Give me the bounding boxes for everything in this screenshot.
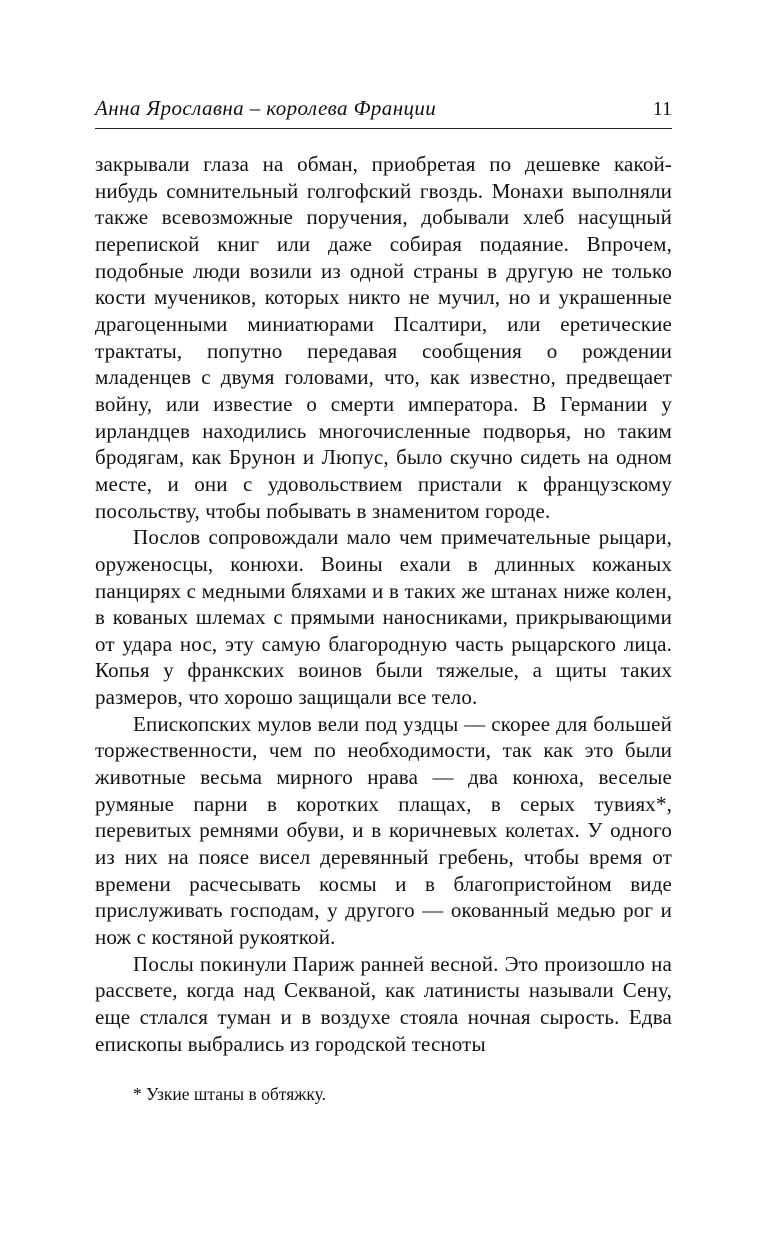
paragraph: Епископских мулов вели под уздцы — скорее для большей торжественности, чем по необходимости, так как это были животные весьма мирного нрава — два конюха, веселые румяные парни в коротких плащах, в серых тувиях*, перевитых ремнями обуви, и в коричневых колетах. У одного из них на поясе висел деревянный гребень, чтобы время от времени расчесывать космы и в благопристойном виде прислуживать господам, у другого — окованный медью рог и нож с костяной рукояткой.: [95, 711, 672, 950]
footnote: * Узкие штаны в обтяжку.: [133, 1084, 326, 1105]
paragraph: Послов сопровождали мало чем примечательные рыцари, оруженосцы, конюхи. Воины ехали в длинных кожаных панцирях с медными бляхами и в таких же штанах ниже колен, в кованых шлемах с прямыми наносниками, прикрывающими от удара нос, эту самую благородную часть рыцарского лица. Копья у франкских воинов были тяжелые, а щиты таких размеров, что хорошо защищали все тело.: [95, 525, 672, 710]
running-header-title: Анна Ярославна – королева Франции: [95, 96, 437, 120]
paragraph: закрывали глаза на обман, приобретая по дешевке какой-нибудь сомнительный голгофский гвоздь. Монахи выполняли также всевозможные поручения, добывали хлеб насущный перепиской книг или даже собирая подаяние. Впрочем, подобные люди возили из одной страны в другую не только кости мучеников, которых никто не мучил, но и украшенные драгоценными миниатюрами Псалтири, или еретические трактаты, попутно передавая сообщения о рождении младенцев с двумя головами, что, как известно, предвещает войну, или известие о смерти императора. В Германии у ирландцев находились многочисленные подворья, но таким бродягам, как Брунон и Люпус, было скучно сидеть на одном месте, и они с удовольствием пристали к французскому посольству, чтобы побывать в знаменитом городе.: [95, 152, 672, 523]
page-number: 11: [652, 98, 672, 120]
paragraph: Послы покинули Париж ранней весной. Это произошло на рассвете, когда над Секваной, как латинисты называли Сену, еще стлался туман и в воздухе стояла ночная сырость. Едва епископы выбрались из городской тесноты: [95, 951, 672, 1056]
body-text: [95, 151, 672, 1057]
running-header: [95, 96, 672, 129]
